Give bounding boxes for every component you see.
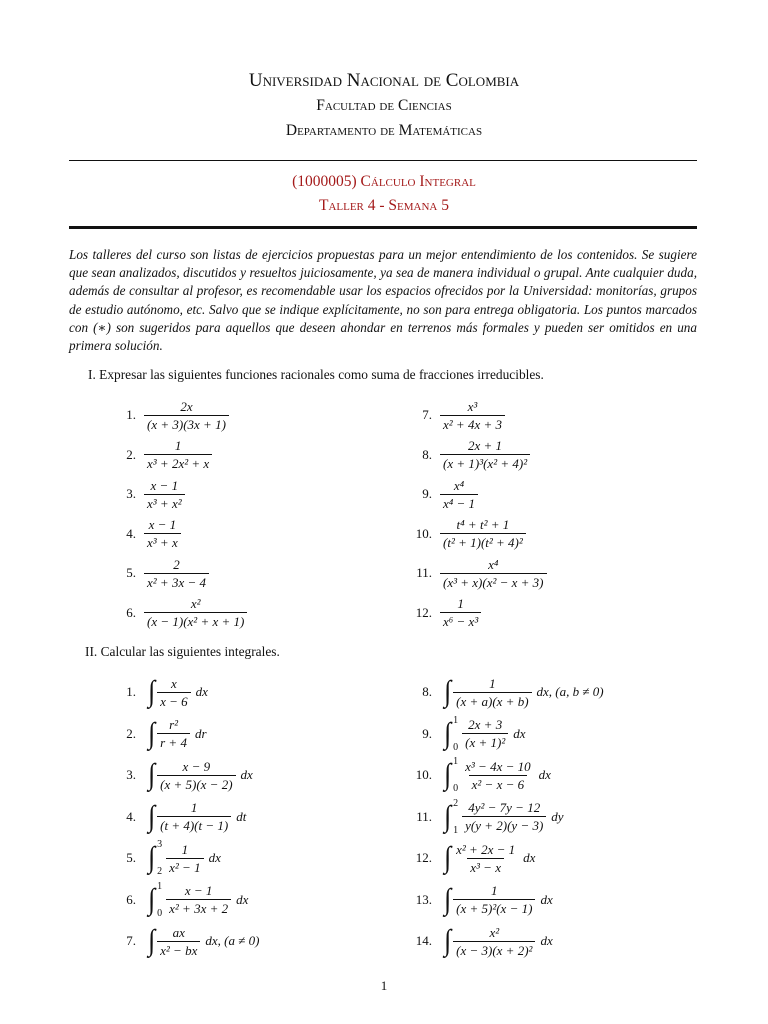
exercise-number: 2. bbox=[126, 446, 136, 462]
fraction bbox=[453, 883, 535, 916]
denominator: x³ − x bbox=[467, 858, 504, 875]
numerator: x³ − 4x − 10 bbox=[465, 758, 531, 774]
exercise-item bbox=[108, 595, 247, 631]
integral-item bbox=[404, 714, 526, 754]
differential: dx bbox=[195, 684, 208, 699]
exercise-number: 6. bbox=[126, 604, 136, 620]
fraction bbox=[453, 925, 535, 958]
numerator: x − 1 bbox=[148, 517, 177, 532]
numerator: x − 1 bbox=[184, 883, 213, 898]
integral-item bbox=[404, 797, 564, 837]
fraction bbox=[440, 596, 481, 629]
denominator: x² + 4x + 3 bbox=[440, 415, 505, 432]
differential: dx, (a, b ≠ 0) bbox=[536, 684, 604, 699]
numerator: 1 bbox=[457, 596, 464, 611]
integral-sign: ∫ bbox=[444, 757, 452, 792]
fraction bbox=[166, 883, 231, 916]
differential: dy bbox=[551, 808, 564, 824]
integral-sign: ∫ bbox=[148, 840, 156, 875]
exercise-number: 7. bbox=[422, 407, 432, 422]
exercise-number: 7. bbox=[126, 933, 136, 948]
exercise-number: 11. bbox=[416, 808, 432, 824]
exercise-number: 4. bbox=[126, 808, 136, 824]
page-number: 1 bbox=[380, 978, 388, 993]
exercise-item bbox=[108, 516, 181, 552]
numerator: x − 9 bbox=[182, 758, 211, 774]
numerator: x² bbox=[489, 924, 500, 940]
integral-sign: ∫ bbox=[444, 882, 452, 916]
upper-limit: 2 bbox=[453, 797, 459, 809]
differential: dx bbox=[523, 850, 536, 865]
exercise-number: 13. bbox=[415, 891, 432, 907]
denominator: x − 6 bbox=[157, 692, 191, 709]
denominator: x² − x − 6 bbox=[469, 775, 527, 792]
numerator: x bbox=[171, 675, 177, 691]
lower-limit: 1 bbox=[453, 824, 459, 836]
integral-item bbox=[108, 921, 259, 961]
section-1-title: I. Expresar las siguientes funciones racionales como suma de fracciones irreducibles. bbox=[88, 367, 544, 382]
fraction bbox=[144, 596, 247, 629]
differential: dx bbox=[236, 891, 249, 907]
denominator: x³ + x bbox=[144, 533, 181, 550]
differential: dt bbox=[236, 808, 247, 824]
upper-limit: 3 bbox=[157, 839, 163, 850]
exercise-number: 2. bbox=[126, 725, 136, 741]
denominator: (t + 4)(t − 1) bbox=[157, 816, 231, 833]
exercise-item bbox=[404, 397, 505, 433]
integral-item bbox=[404, 921, 553, 961]
fraction bbox=[440, 557, 547, 590]
numerator: x² + 2x − 1 bbox=[456, 841, 516, 857]
workshop-title: Taller 4 - Semana 5 bbox=[318, 197, 450, 214]
differential: dx bbox=[538, 767, 551, 782]
numerator: 2 bbox=[173, 556, 180, 572]
fraction bbox=[144, 438, 212, 471]
fraction bbox=[144, 478, 185, 511]
differential: dx bbox=[540, 891, 553, 907]
numerator: ax bbox=[172, 924, 185, 940]
denominator: (x + 1)³(x² + 4)² bbox=[440, 454, 530, 471]
fraction bbox=[453, 676, 531, 709]
lower-limit: 0 bbox=[453, 783, 459, 794]
numerator: r² bbox=[169, 717, 179, 732]
exercise-number: 6. bbox=[126, 891, 136, 907]
fraction bbox=[157, 800, 231, 833]
integral-limits bbox=[453, 715, 458, 753]
integral-item bbox=[404, 880, 553, 920]
denominator: (x − 1)(x² + x + 1) bbox=[144, 612, 247, 629]
exercise-number: 5. bbox=[126, 565, 136, 580]
exercise-item bbox=[108, 555, 209, 591]
exercise-number: 4. bbox=[126, 525, 136, 541]
differential: dx bbox=[208, 850, 221, 865]
header-rule-top bbox=[69, 160, 697, 161]
header-rule-bottom bbox=[69, 226, 697, 229]
exercise-number: 5. bbox=[126, 850, 136, 865]
numerator: 1 bbox=[489, 675, 496, 691]
fraction bbox=[144, 557, 209, 590]
integral-sign: ∫ bbox=[148, 716, 156, 750]
fraction bbox=[462, 717, 508, 750]
fraction bbox=[440, 517, 526, 550]
integral-limits bbox=[157, 839, 162, 877]
integral-sign: ∫ bbox=[148, 799, 156, 833]
denominator: x⁶ − x³ bbox=[440, 612, 481, 629]
integral-sign: ∫ bbox=[148, 757, 156, 792]
exercise-number: 1. bbox=[126, 684, 136, 699]
faculty-name: Facultad de Ciencias bbox=[316, 97, 452, 114]
exercise-item bbox=[108, 476, 185, 512]
integral-sign: ∫ bbox=[148, 923, 156, 958]
denominator: (x + 3)(3x + 1) bbox=[144, 415, 229, 432]
integral-sign: ∫ bbox=[148, 674, 156, 709]
exercise-item bbox=[404, 437, 530, 473]
exercise-item bbox=[404, 555, 547, 591]
denominator: (x³ + x)(x² − x + 3) bbox=[440, 573, 547, 590]
lower-limit: 0 bbox=[157, 907, 163, 919]
numerator: x − 1 bbox=[150, 477, 179, 493]
course-title: (1000005) Cálculo Integral bbox=[292, 173, 476, 190]
integral-sign: ∫ bbox=[444, 840, 452, 875]
numerator: x² bbox=[190, 596, 201, 611]
denominator: x² − bx bbox=[157, 941, 200, 958]
fraction bbox=[440, 478, 478, 511]
exercise-number: 8. bbox=[422, 684, 432, 699]
exercise-number: 14. bbox=[415, 933, 432, 948]
numerator: t⁴ + t² + 1 bbox=[456, 517, 510, 532]
integral-item bbox=[108, 797, 246, 837]
integral-item bbox=[108, 880, 248, 920]
upper-limit: 1 bbox=[453, 756, 459, 767]
numerator: 1 bbox=[190, 800, 198, 815]
fraction bbox=[462, 800, 546, 833]
exercise-number: 12. bbox=[415, 604, 432, 620]
exercise-number: 8. bbox=[422, 446, 432, 462]
integral-sign: ∫ bbox=[148, 882, 156, 916]
fraction bbox=[144, 399, 229, 432]
numerator: 1 bbox=[181, 841, 189, 857]
numerator: 2x + 3 bbox=[468, 717, 503, 732]
denominator: r + 4 bbox=[157, 733, 190, 750]
fraction bbox=[166, 842, 203, 875]
exercise-number: 11. bbox=[416, 565, 432, 580]
numerator: 4y² − 7y − 12 bbox=[468, 800, 541, 815]
integral-limits bbox=[453, 756, 458, 794]
exercise-item bbox=[404, 595, 481, 631]
numerator: 1 bbox=[174, 438, 182, 453]
denominator: x⁴ − 1 bbox=[440, 494, 478, 511]
denominator: x² + 3x − 4 bbox=[144, 573, 209, 590]
fraction bbox=[157, 759, 235, 792]
fraction bbox=[157, 676, 191, 709]
integral-sign: ∫ bbox=[444, 923, 452, 958]
fraction bbox=[453, 842, 518, 875]
integral-item bbox=[404, 755, 551, 795]
integral-item bbox=[108, 714, 207, 754]
integral-limits bbox=[453, 798, 458, 836]
denominator: x³ + x² bbox=[144, 494, 185, 511]
upper-limit: 1 bbox=[157, 880, 163, 892]
denominator: (t² + 1)(t² + 4)² bbox=[440, 533, 526, 550]
numerator: 2x bbox=[180, 398, 193, 414]
denominator: x² − 1 bbox=[166, 858, 203, 875]
lower-limit: 2 bbox=[157, 866, 163, 877]
denominator: x² + 3x + 2 bbox=[166, 899, 231, 916]
differential: dx bbox=[540, 933, 553, 948]
fraction bbox=[440, 438, 530, 471]
exercise-number: 10. bbox=[415, 525, 432, 541]
fraction bbox=[144, 517, 181, 550]
intro-paragraph: Los talleres del curso son listas de ejercicios propuestas para un mejor entendimiento de los contenidos. Se sugiere que sean analizados, discutidos y resueltos juiciosamente, ya sea de manera individual o grupal. Ante cualquier duda, además de consultar al profesor, es recomendable usar los espacios ofrecidos por la Universidad: monitorías, grupos de estudio autónomo, etc. Salvo que se indique explícitamente, no son para entrega obligatoria. Los puntos marcados con (∗) son sugeridos para aquellos que deseen ahondar en terrenos más formales y pueden ser omitidos en una primera solución. bbox=[69, 247, 697, 354]
fraction bbox=[440, 399, 505, 432]
differential: dx bbox=[513, 725, 526, 741]
denominator: (x + 5)²(x − 1) bbox=[453, 899, 535, 916]
university-name: Universidad Nacional de Colombia bbox=[248, 70, 520, 91]
integral-limits bbox=[157, 881, 162, 919]
exercise-number: 12. bbox=[415, 850, 432, 865]
differential: dr bbox=[194, 725, 207, 741]
integral-item bbox=[404, 672, 604, 712]
exercise-number: 9. bbox=[422, 725, 432, 741]
exercise-number: 3. bbox=[126, 486, 136, 501]
integral-item bbox=[108, 755, 253, 795]
integral-sign: ∫ bbox=[444, 799, 452, 833]
department-name: Departamento de Matemáticas bbox=[285, 122, 483, 139]
section-2-title: II. Calcular las siguientes integrales. bbox=[85, 644, 280, 659]
upper-limit: 1 bbox=[453, 714, 459, 726]
exercise-number: 10. bbox=[415, 767, 432, 782]
numerator: x⁴ bbox=[488, 556, 499, 572]
integral-sign: ∫ bbox=[444, 716, 452, 750]
fraction bbox=[462, 759, 533, 792]
numerator: 1 bbox=[491, 883, 498, 898]
integral-item bbox=[108, 838, 221, 878]
lower-limit: 0 bbox=[453, 741, 459, 753]
numerator: x³ bbox=[467, 398, 478, 414]
numerator: x⁴ bbox=[453, 477, 465, 493]
differential: dx bbox=[240, 767, 253, 782]
exercise-number: 1. bbox=[126, 407, 136, 422]
denominator: (x + 1)² bbox=[462, 733, 508, 750]
fraction bbox=[157, 717, 190, 750]
exercise-item bbox=[108, 437, 212, 473]
denominator: (x + 5)(x − 2) bbox=[157, 775, 235, 792]
denominator: x³ + 2x² + x bbox=[144, 454, 212, 471]
denominator: (x − 3)(x + 2)² bbox=[453, 941, 535, 958]
exercise-number: 3. bbox=[126, 767, 136, 782]
differential: dx, (a ≠ 0) bbox=[205, 933, 260, 948]
integral-item bbox=[108, 672, 208, 712]
exercise-item bbox=[404, 476, 478, 512]
integral-sign: ∫ bbox=[444, 674, 452, 709]
numerator: 2x + 1 bbox=[468, 438, 503, 453]
fraction bbox=[157, 925, 200, 958]
exercise-item bbox=[108, 397, 229, 433]
integral-item bbox=[404, 838, 535, 878]
denominator: (x + a)(x + b) bbox=[453, 692, 531, 709]
denominator: y(y + 2)(y − 3) bbox=[462, 816, 546, 833]
exercise-item bbox=[404, 516, 526, 552]
exercise-number: 9. bbox=[422, 486, 432, 501]
